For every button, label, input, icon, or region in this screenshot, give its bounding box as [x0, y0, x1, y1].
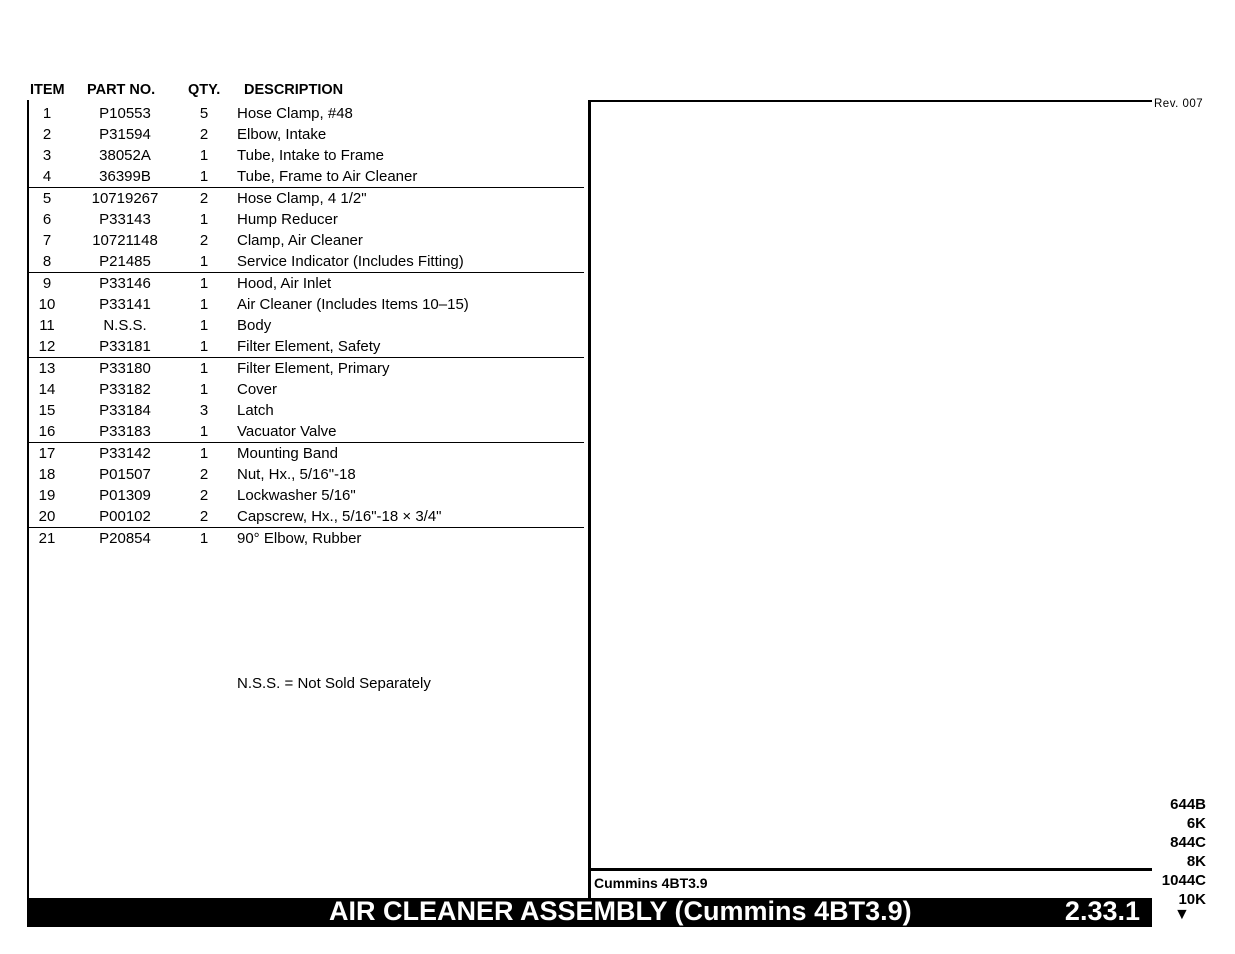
- continue-arrow-icon: ▼: [1174, 906, 1190, 923]
- description-cell: Hose Clamp, #48: [237, 105, 353, 122]
- item-cell: 16: [38, 423, 56, 440]
- table-row: [29, 506, 584, 527]
- description-cell: Lockwasher 5/16": [237, 487, 356, 504]
- description-cell: Elbow, Intake: [237, 126, 327, 143]
- header-qty: QTY.: [188, 82, 221, 98]
- part-number-cell: P33183: [99, 423, 151, 440]
- model-label: 644B: [1170, 796, 1206, 813]
- table-row: [29, 103, 584, 124]
- description-cell: Service Indicator (Includes Fitting): [237, 253, 464, 270]
- model-label: 10K: [1178, 891, 1206, 908]
- item-cell: 15: [38, 402, 56, 419]
- quantity-cell: 1: [199, 147, 209, 164]
- item-cell: 8: [42, 253, 52, 270]
- quantity-cell: 1: [199, 168, 209, 185]
- table-row: [29, 145, 584, 166]
- part-number-cell: P00102: [99, 508, 151, 525]
- table-row: [29, 209, 584, 230]
- item-cell: 10: [38, 296, 56, 313]
- quantity-cell: 2: [199, 508, 209, 525]
- item-cell: 18: [38, 466, 56, 483]
- quantity-cell: 2: [199, 126, 209, 143]
- item-cell: 2: [42, 126, 52, 143]
- part-number-cell: P33180: [99, 360, 151, 377]
- table-row: [29, 442, 584, 464]
- drawing-caption: Cummins 4BT3.9: [594, 875, 708, 891]
- description-cell: Body: [237, 317, 272, 334]
- part-number-cell: P31594: [99, 126, 151, 143]
- header-item: ITEM: [30, 82, 65, 98]
- quantity-cell: 2: [199, 232, 209, 249]
- header-description: DESCRIPTION: [244, 82, 344, 98]
- quantity-cell: 1: [199, 423, 209, 440]
- description-cell: Nut, Hx., 5/16"-18: [237, 466, 356, 483]
- item-cell: 21: [38, 530, 56, 547]
- drawing-area: [588, 100, 1152, 898]
- description-cell: Filter Element, Safety: [237, 338, 381, 355]
- part-number-cell: 36399B: [99, 168, 151, 185]
- part-number-cell: N.S.S.: [103, 317, 147, 334]
- description-cell: Clamp, Air Cleaner: [237, 232, 363, 249]
- caption-rule: [589, 868, 1152, 871]
- item-cell: 13: [38, 360, 56, 377]
- quantity-cell: 1: [199, 275, 209, 292]
- table-row: [29, 187, 584, 209]
- item-cell: 14: [38, 381, 56, 398]
- part-number-cell: P33142: [99, 445, 151, 462]
- part-number-cell: P10553: [99, 105, 151, 122]
- description-cell: Mounting Band: [237, 445, 338, 462]
- item-cell: 19: [38, 487, 56, 504]
- description-cell: Hump Reducer: [237, 211, 338, 228]
- table-row: [29, 124, 584, 145]
- table-row: [29, 464, 584, 485]
- table-row: [29, 315, 584, 336]
- quantity-cell: 5: [199, 105, 209, 122]
- table-row: [29, 400, 584, 421]
- description-cell: Vacuator Valve: [237, 423, 337, 440]
- footnote: N.S.S. = Not Sold Separately: [237, 675, 431, 692]
- page-title: AIR CLEANER ASSEMBLY (Cummins 4BT3.9): [329, 896, 912, 926]
- part-number-cell: P33181: [99, 338, 151, 355]
- item-cell: 17: [38, 445, 56, 462]
- table-row: [29, 251, 584, 272]
- model-label: 8K: [1186, 853, 1206, 870]
- quantity-cell: 2: [199, 487, 209, 504]
- item-cell: 11: [39, 317, 55, 334]
- quantity-cell: 1: [199, 296, 209, 313]
- table-row: [29, 421, 584, 442]
- parts-table: [29, 103, 584, 549]
- quantity-cell: 1: [199, 445, 209, 462]
- description-cell: Cover: [237, 381, 278, 398]
- description-cell: Latch: [237, 402, 274, 419]
- quantity-cell: 1: [199, 211, 209, 228]
- description-cell: Air Cleaner (Includes Items 10–15): [237, 296, 469, 313]
- item-cell: 1: [42, 105, 52, 122]
- quantity-cell: 1: [199, 253, 209, 270]
- item-cell: 3: [42, 147, 52, 164]
- section-number: 2.33.1: [1064, 896, 1140, 926]
- item-cell: 12: [38, 338, 56, 355]
- quantity-cell: 2: [199, 190, 209, 207]
- part-number-cell: P33184: [99, 402, 151, 419]
- description-cell: Hood, Air Inlet: [237, 275, 332, 292]
- table-row: [29, 527, 584, 549]
- quantity-cell: 1: [199, 381, 209, 398]
- table-row: [29, 294, 584, 315]
- item-cell: 4: [42, 168, 52, 185]
- table-row: [29, 357, 584, 379]
- item-cell: 9: [42, 275, 52, 292]
- title-bar: [27, 898, 1152, 927]
- quantity-cell: 3: [199, 402, 209, 419]
- description-cell: Capscrew, Hx., 5/16"-18 × 3/4": [237, 508, 442, 525]
- item-cell: 5: [42, 190, 52, 207]
- part-number-cell: P33182: [99, 381, 151, 398]
- description-cell: 90° Elbow, Rubber: [237, 530, 362, 547]
- part-number-cell: P33146: [99, 275, 151, 292]
- description-cell: Hose Clamp, 4 1/2": [237, 190, 367, 207]
- table-row: [29, 336, 584, 357]
- model-label: 1044C: [1161, 872, 1206, 889]
- table-row: [29, 230, 584, 251]
- quantity-cell: 2: [199, 466, 209, 483]
- part-number-cell: P33143: [99, 211, 151, 228]
- part-number-cell: P21485: [99, 253, 151, 270]
- part-number-cell: P33141: [99, 296, 151, 313]
- revision-label: Rev. 007: [1154, 98, 1204, 110]
- description-cell: Tube, Intake to Frame: [237, 147, 385, 164]
- description-cell: Filter Element, Primary: [237, 360, 390, 377]
- part-number-cell: 10719267: [91, 190, 159, 207]
- part-number-cell: P01507: [99, 466, 151, 483]
- part-number-cell: 10721148: [92, 232, 158, 249]
- table-row: [29, 272, 584, 294]
- description-cell: Tube, Frame to Air Cleaner: [237, 168, 418, 185]
- part-number-cell: 38052A: [99, 147, 151, 164]
- quantity-cell: 1: [199, 338, 209, 355]
- item-cell: 20: [38, 508, 56, 525]
- model-list: [1162, 795, 1206, 909]
- quantity-cell: 1: [199, 530, 209, 547]
- item-cell: 7: [42, 232, 52, 249]
- item-cell: 6: [42, 211, 52, 228]
- part-number-cell: P01309: [99, 487, 151, 504]
- model-label: 844C: [1170, 834, 1206, 851]
- model-label: 6K: [1186, 815, 1206, 832]
- table-row: [29, 379, 584, 400]
- part-number-cell: P20854: [99, 530, 151, 547]
- quantity-cell: 1: [199, 317, 209, 334]
- table-row: [29, 485, 584, 506]
- table-row: [29, 166, 584, 187]
- quantity-cell: 1: [199, 360, 209, 377]
- header-part-no: PART NO.: [87, 82, 156, 98]
